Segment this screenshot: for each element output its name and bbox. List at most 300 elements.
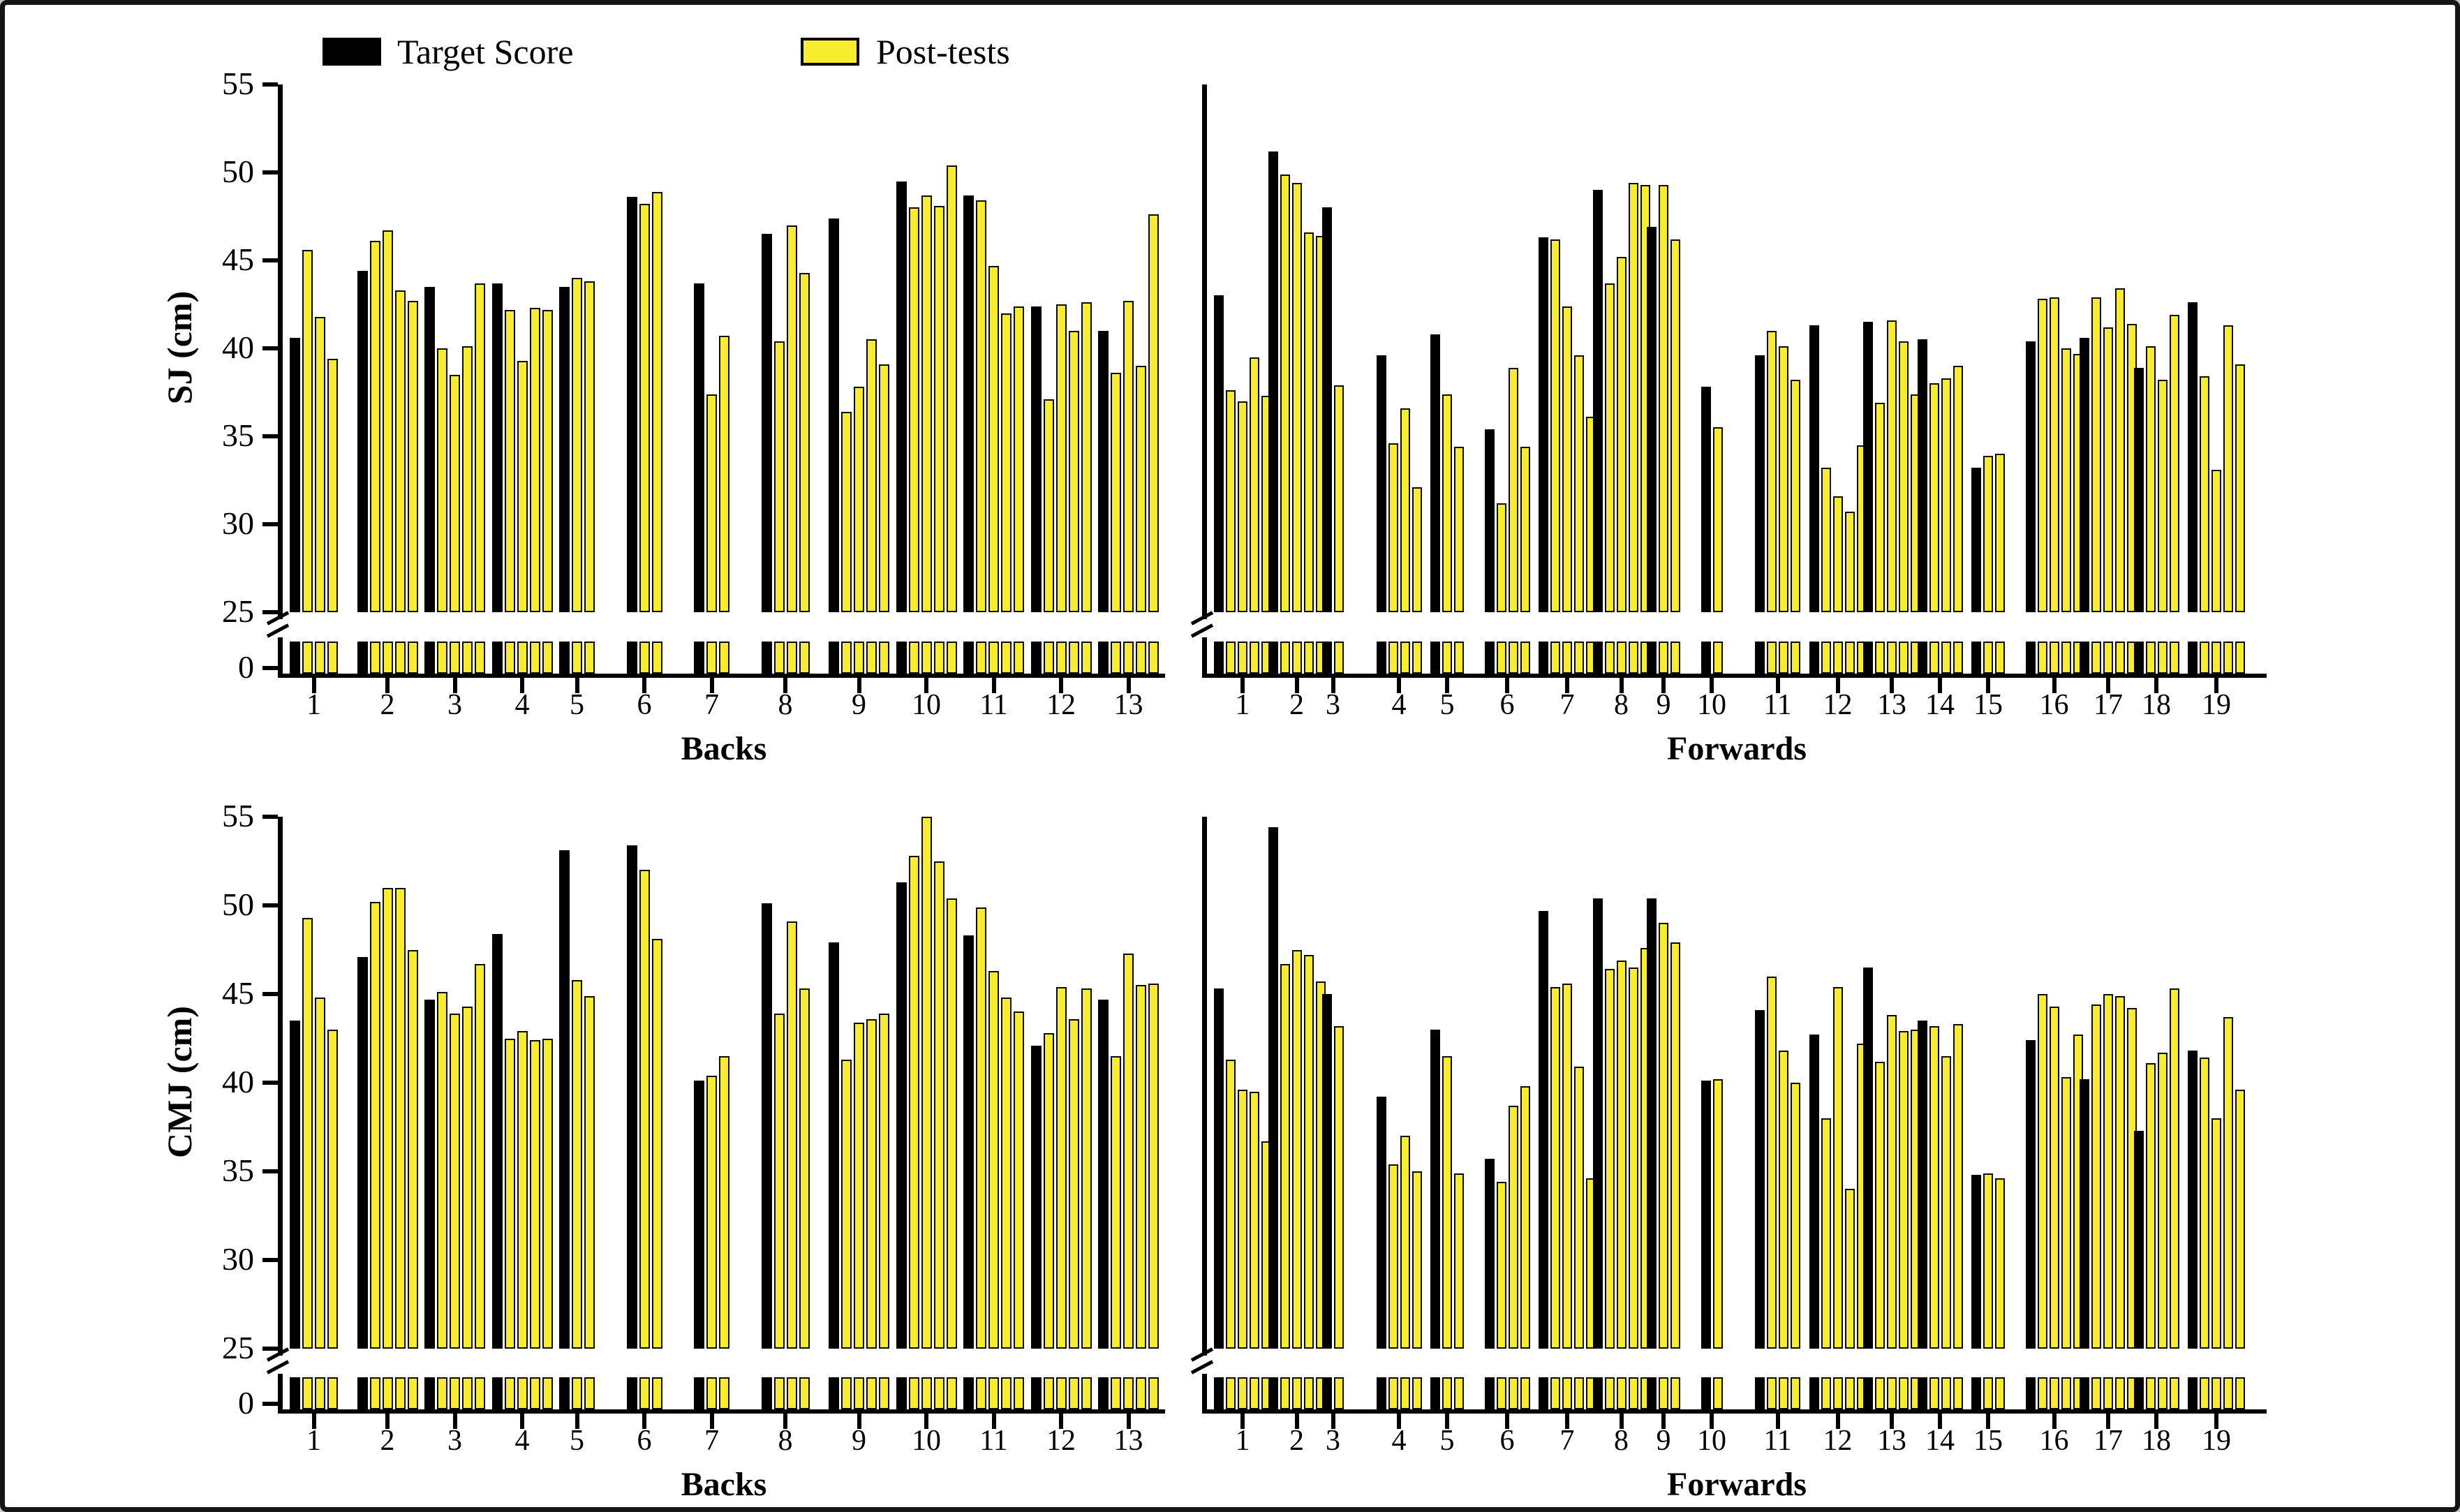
bar-post-test-stub [1280, 1377, 1290, 1409]
bar-target [1485, 429, 1495, 612]
bar-target [1268, 827, 1278, 1349]
bar-target-stub [1214, 642, 1224, 674]
bar-post-test [1953, 366, 1963, 612]
category-label: 5 [1439, 1425, 1455, 1457]
bar-post-test-stub [315, 1377, 325, 1409]
bar-post-test [1148, 214, 1159, 612]
bar-post-test [1454, 1173, 1464, 1349]
bar-post-test [1454, 447, 1464, 612]
bar-target [1430, 1030, 1440, 1349]
bar-post-test-stub [854, 1377, 864, 1409]
y-tick-label: 25 [222, 593, 254, 629]
bar-target [829, 218, 839, 612]
bar-target-stub [424, 642, 435, 674]
bar-post-test [1929, 1026, 1939, 1349]
bar-post-test [1779, 346, 1788, 612]
bar-post-test-stub [2146, 642, 2156, 674]
category-label: 3 [1326, 689, 1340, 721]
bar-post-test-stub [947, 1377, 957, 1409]
bar-post-test-stub [1887, 1377, 1897, 1409]
category-label: 7 [704, 689, 719, 721]
bar-post-test [1014, 306, 1024, 612]
category-label: 7 [1559, 1425, 1575, 1457]
bar-post-test-stub [2050, 1377, 2059, 1409]
bar-post-test-stub [2061, 1377, 2071, 1409]
bar-target [424, 1000, 435, 1349]
category-label: 15 [1973, 1425, 2003, 1457]
bar-post-test-stub [1069, 642, 1079, 674]
bar-target [1322, 994, 1332, 1349]
y-tick-label: 35 [222, 1152, 254, 1188]
bar-post-test [639, 204, 650, 612]
bar-post-test [921, 195, 932, 612]
bar-post-test [866, 339, 877, 612]
bar-target-stub [1322, 642, 1332, 674]
bar-post-test [921, 817, 932, 1349]
bar-post-test [1014, 1011, 1024, 1349]
bar-post-test-stub [1148, 642, 1159, 674]
y-tick-label: 45 [222, 242, 254, 277]
bar-target [1098, 1000, 1109, 1349]
category-label: 5 [570, 1425, 584, 1457]
y-tick-label: 0 [238, 1385, 254, 1421]
bar-post-test [327, 359, 338, 612]
bar-target-stub [1098, 1377, 1109, 1409]
bar-post-test [2211, 1118, 2221, 1349]
bar-post-test-stub [988, 1377, 999, 1409]
bar-target [1322, 207, 1332, 612]
bar-post-test-stub [1929, 1377, 1939, 1409]
bar-post-test [450, 375, 460, 612]
category-label: 11 [1763, 689, 1792, 721]
bar-target [2080, 338, 2089, 612]
bar-target-stub [559, 642, 570, 674]
bar-post-test-stub [2091, 642, 2101, 674]
bar-post-test [1304, 955, 1314, 1349]
bar-post-test-stub [450, 642, 460, 674]
bar-target [1701, 1081, 1711, 1349]
bar-post-test [383, 230, 393, 612]
bar-post-test [1509, 368, 1518, 612]
bar-post-test [395, 888, 406, 1349]
bar-post-test [2115, 288, 2125, 612]
bar-post-test-stub [1123, 642, 1134, 674]
bar-post-test [1442, 1056, 1452, 1349]
y-tick-label: 35 [222, 417, 254, 453]
bar-post-test [1941, 378, 1951, 612]
bar-post-test-stub [1953, 1377, 1963, 1409]
category-label: 19 [2202, 689, 2231, 721]
bar-target-stub [1268, 642, 1278, 674]
category-label: 13 [1113, 1425, 1143, 1457]
bar-target [963, 935, 974, 1349]
bar-post-test-stub [383, 1377, 393, 1409]
bar-target-stub [1971, 642, 1981, 674]
bar-post-test-stub [1995, 642, 2005, 674]
bar-post-test-stub [437, 1377, 447, 1409]
bar-post-test-stub [1550, 1377, 1560, 1409]
bar-post-test-stub [408, 1377, 418, 1409]
bar-target [1918, 339, 1927, 612]
bar-post-test [1056, 304, 1067, 612]
bar-target [694, 1081, 704, 1349]
bar-post-test [1562, 984, 1572, 1349]
bar-post-test [2103, 327, 2113, 612]
bar-post-test-stub [1659, 1377, 1668, 1409]
bar-post-test-stub [1845, 642, 1855, 674]
bar-post-test [1509, 1106, 1518, 1349]
y-axis-line [278, 84, 283, 619]
bar-post-test-stub [517, 642, 528, 674]
bar-target [1647, 898, 1657, 1349]
bar-target-stub [1647, 1377, 1657, 1409]
bar-post-test-stub [542, 1377, 553, 1409]
bar-target [1701, 387, 1711, 612]
bar-post-test-stub [327, 642, 338, 674]
bar-target-stub [2188, 1377, 2198, 1409]
bar-post-test-stub [947, 642, 957, 674]
bar-post-test [530, 308, 540, 612]
bar-post-test [934, 206, 944, 612]
y-axis-line-below-break [278, 1374, 283, 1412]
bar-post-test-stub [1412, 1377, 1422, 1409]
bar-post-test-stub [1605, 642, 1615, 674]
category-label: 13 [1877, 1425, 1906, 1457]
bar-post-test [1044, 1033, 1054, 1349]
bar-post-test-stub [542, 642, 553, 674]
bar-post-test [1388, 1164, 1398, 1349]
bar-target-stub [2026, 642, 2036, 674]
bar-post-test-stub [1713, 642, 1723, 674]
axis-break-mark [1191, 1360, 1213, 1374]
bar-post-test [1670, 239, 1680, 612]
bar-target-stub [290, 642, 300, 674]
bar-post-test [2103, 994, 2113, 1349]
bar-post-test-stub [1983, 642, 1993, 674]
bar-post-test [475, 964, 485, 1349]
bar-post-test-stub [2211, 642, 2221, 674]
y-tick [262, 522, 278, 526]
bar-target [1539, 911, 1548, 1349]
bar-post-test [2223, 1017, 2233, 1349]
y-tick [262, 992, 278, 996]
bar-post-test-stub [505, 1377, 515, 1409]
bar-post-test-stub [866, 1377, 877, 1409]
bar-post-test [517, 361, 528, 612]
legend-target-swatch [323, 38, 381, 66]
category-label: 1 [306, 1425, 321, 1457]
axis-break-mark [267, 623, 289, 637]
bar-target-stub [424, 1377, 435, 1409]
bar-post-test [1238, 401, 1247, 612]
bar-post-test-stub [1629, 1377, 1638, 1409]
bar-post-test [2235, 364, 2245, 612]
bar-target [896, 882, 907, 1349]
y-tick [262, 170, 278, 175]
bar-post-test-stub [1833, 642, 1843, 674]
bar-target [1918, 1021, 1927, 1349]
category-label: 10 [912, 1425, 941, 1457]
bar-target-stub [2188, 642, 2198, 674]
bar-post-test [774, 341, 785, 612]
category-label: 6 [637, 1425, 652, 1457]
bar-target-stub [1031, 642, 1042, 674]
y-tick [262, 1258, 278, 1262]
bar-post-test-stub [1887, 642, 1897, 674]
bar-post-test-stub [302, 1377, 313, 1409]
bar-target-stub [1809, 1377, 1819, 1409]
bar-target-stub [2134, 642, 2144, 674]
category-label: 1 [1235, 1425, 1250, 1457]
bar-target-stub [1485, 642, 1495, 674]
bar-post-test-stub [1574, 1377, 1584, 1409]
bar-post-test-stub [1304, 642, 1314, 674]
bar-post-test-stub [1388, 642, 1398, 674]
bar-target [1485, 1159, 1495, 1349]
bar-post-test [706, 1076, 717, 1349]
category-label: 17 [2094, 1425, 2123, 1457]
category-label: 5 [570, 689, 584, 721]
bar-post-test-stub [1779, 1377, 1788, 1409]
bar-post-test-stub [1226, 642, 1236, 674]
bar-post-test [395, 290, 406, 612]
bar-post-test [1791, 1083, 1800, 1349]
bar-post-test [542, 1039, 553, 1349]
bar-post-test-stub [370, 1377, 380, 1409]
bar-post-test-stub [1081, 1377, 1092, 1409]
legend-post-swatch [801, 38, 859, 66]
bar-post-test [408, 301, 418, 612]
bar-target [829, 942, 839, 1349]
bar-post-test-stub [1136, 642, 1146, 674]
bar-post-test [1123, 301, 1134, 612]
bar-post-test-stub [866, 642, 877, 674]
bar-post-test [1280, 175, 1290, 612]
bar-post-test [383, 888, 393, 1349]
bar-post-test [572, 278, 582, 612]
bar-post-test [909, 856, 919, 1349]
bar-post-test-stub [909, 642, 919, 674]
bar-post-test [2235, 1090, 2245, 1349]
bar-post-test [505, 310, 515, 612]
bar-target [1214, 295, 1224, 612]
bar-target-stub [559, 1377, 570, 1409]
bar-target [762, 903, 772, 1349]
category-label: 4 [1391, 1425, 1407, 1457]
bar-target [762, 234, 772, 612]
bar-post-test [437, 992, 447, 1349]
bar-post-test [799, 988, 810, 1349]
bar-target [357, 271, 368, 612]
category-label: 2 [380, 689, 395, 721]
bar-post-test [1123, 954, 1134, 1349]
bar-post-test-stub [572, 1377, 582, 1409]
bar-post-test [1550, 987, 1560, 1349]
bar-post-test [1995, 454, 2005, 612]
y-tick-label: 55 [222, 798, 254, 833]
bar-post-test [1111, 373, 1121, 612]
bar-post-test [2061, 348, 2071, 612]
bar-post-test-stub [395, 642, 406, 674]
bar-post-test-stub [408, 642, 418, 674]
bar-target [1593, 898, 1603, 1349]
bar-post-test-stub [2235, 642, 2245, 674]
bar-target [2026, 1040, 2036, 1349]
bar-post-test-stub [584, 1377, 595, 1409]
bar-post-test-stub [1442, 642, 1452, 674]
bar-post-test-stub [1304, 1377, 1314, 1409]
bar-post-test-stub [1670, 1377, 1680, 1409]
category-label: 9 [852, 689, 866, 721]
bar-target-stub [1377, 1377, 1386, 1409]
bar-post-test-stub [2223, 642, 2233, 674]
category-label: 16 [2039, 1425, 2069, 1457]
bar-post-test-stub [1136, 1377, 1146, 1409]
y-axis-line [278, 817, 283, 1356]
bar-target [1809, 1035, 1819, 1349]
bar-post-test [1111, 1056, 1121, 1349]
bar-post-test-stub [462, 1377, 473, 1409]
bar-post-test [1899, 1031, 1909, 1349]
y-tick [262, 903, 278, 907]
bar-post-test [1659, 923, 1668, 1349]
legend-target-label: Target Score [397, 32, 574, 71]
bar-post-test [1388, 443, 1398, 612]
category-label: 14 [1925, 689, 1955, 721]
x-axis-line [278, 674, 1165, 678]
bar-post-test [2158, 1053, 2168, 1349]
bar-post-test [1899, 341, 1909, 612]
bar-post-test [639, 870, 650, 1349]
bar-post-test-stub [2200, 642, 2209, 674]
bar-post-test [2115, 996, 2125, 1349]
category-label: 6 [637, 689, 652, 721]
category-label: 10 [1697, 1425, 1726, 1457]
category-label: 14 [1925, 1425, 1955, 1457]
bar-post-test [1713, 427, 1723, 612]
bar-target-stub [963, 1377, 974, 1409]
bar-post-test [1833, 496, 1843, 612]
bar-target-stub [357, 1377, 368, 1409]
bar-post-test-stub [1292, 1377, 1302, 1409]
bar-target [1377, 1097, 1386, 1349]
bar-target [627, 197, 637, 612]
bar-post-test-stub [584, 642, 595, 674]
bar-post-test [1400, 408, 1410, 612]
bar-post-test-stub [1550, 642, 1560, 674]
bar-post-test [1821, 468, 1831, 612]
bar-post-test-stub [1334, 1377, 1344, 1409]
bar-post-test-stub [2146, 1377, 2156, 1409]
bar-post-test-stub [327, 1377, 338, 1409]
bar-target-stub [290, 1377, 300, 1409]
bar-post-test-stub [450, 1377, 460, 1409]
bar-target [492, 934, 503, 1349]
bar-post-test-stub [1442, 1377, 1452, 1409]
bar-post-test [1617, 257, 1627, 612]
bar-post-test-stub [1791, 642, 1800, 674]
bar-post-test-stub [530, 642, 540, 674]
bar-post-test-stub [2158, 1377, 2168, 1409]
bar-target-stub [492, 642, 503, 674]
y-tick [262, 1169, 278, 1173]
bar-post-test [1250, 1092, 1259, 1349]
panel-title: Forwards [1667, 1466, 1807, 1503]
y-tick-label: 55 [222, 66, 254, 101]
category-label: 10 [912, 689, 941, 721]
bar-target [290, 338, 300, 612]
bar-post-test-stub [530, 1377, 540, 1409]
bar-post-test-stub [799, 1377, 810, 1409]
category-label: 7 [1559, 689, 1575, 721]
bar-post-test [2061, 1077, 2071, 1349]
category-label: 4 [514, 1425, 530, 1457]
y-tick-label: 30 [222, 1241, 254, 1277]
category-label: 8 [1614, 1425, 1629, 1457]
y-tick [262, 610, 278, 614]
legend [5, 5, 2460, 89]
bar-post-test-stub [1941, 1377, 1951, 1409]
bar-post-test-stub [921, 642, 932, 674]
y-axis-line-below-break [1202, 637, 1207, 676]
bar-post-test-stub [854, 642, 864, 674]
y-axis-line [1202, 84, 1207, 619]
bar-post-test-stub [383, 642, 393, 674]
bar-post-test [1605, 283, 1615, 612]
bar-post-test-stub [1562, 1377, 1572, 1409]
bar-post-test [2200, 1058, 2209, 1349]
bar-target-stub [896, 642, 907, 674]
bar-post-test-stub [934, 1377, 944, 1409]
bar-post-test-stub [1617, 1377, 1627, 1409]
bar-post-test-stub [1767, 1377, 1777, 1409]
y-tick-label: 50 [222, 887, 254, 922]
bar-post-test [2038, 994, 2047, 1349]
bar-target-stub [1430, 1377, 1440, 1409]
bar-post-test-stub [921, 1377, 932, 1409]
bar-post-test-stub [1334, 642, 1344, 674]
bar-target [424, 287, 435, 612]
bar-post-test [2091, 297, 2101, 612]
bar-target [559, 287, 570, 612]
bar-post-test-stub [841, 1377, 852, 1409]
bar-post-test-stub [395, 1377, 406, 1409]
bar-post-test-stub [1941, 642, 1951, 674]
bar-post-test [1845, 512, 1855, 612]
bar-post-test [1574, 355, 1584, 612]
bar-target-stub [1593, 1377, 1603, 1409]
bar-target-stub [694, 1377, 704, 1409]
bar-target [1863, 968, 1873, 1349]
bar-post-test-stub [1779, 642, 1788, 674]
bar-post-test-stub [2038, 642, 2047, 674]
bar-post-test-stub [475, 642, 485, 674]
bar-post-test-stub [1929, 642, 1939, 674]
bar-post-test-stub [1044, 642, 1054, 674]
y-tick-label: 45 [222, 975, 254, 1011]
bar-post-test [1250, 357, 1259, 612]
category-label: 8 [1614, 689, 1629, 721]
bar-post-test-stub [652, 642, 662, 674]
bar-post-test [1550, 239, 1560, 612]
bar-post-test [909, 207, 919, 612]
category-label: 12 [1046, 689, 1076, 721]
bar-post-test [706, 394, 717, 612]
bar-post-test [1226, 1060, 1236, 1349]
bar-post-test [879, 364, 889, 612]
bar-post-test-stub [1388, 1377, 1398, 1409]
bar-target-stub [1918, 1377, 1927, 1409]
